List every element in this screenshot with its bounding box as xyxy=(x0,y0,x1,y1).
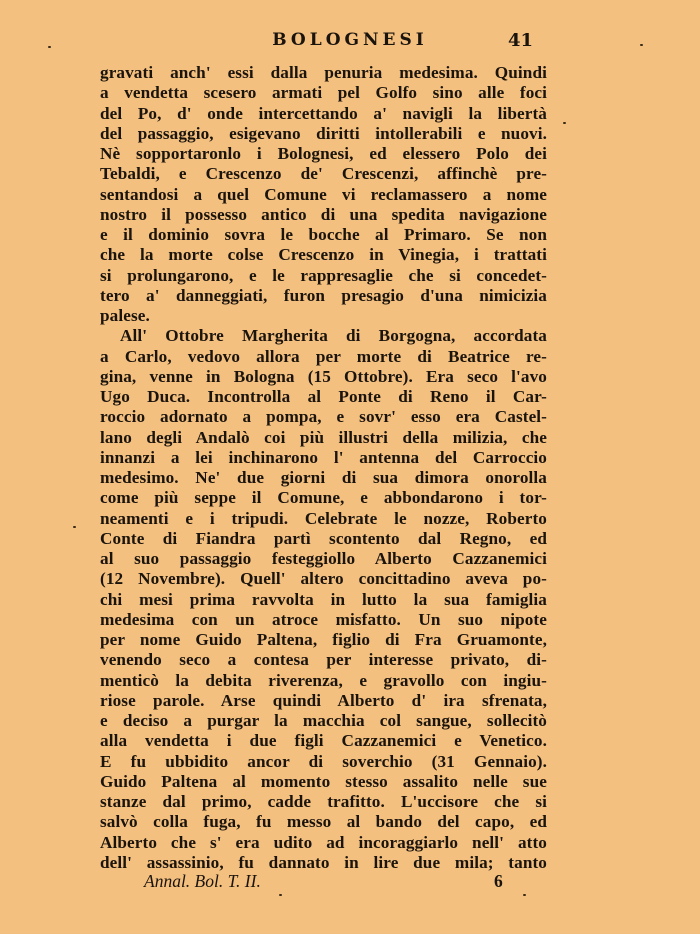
page-footer xyxy=(0,871,700,895)
text-line: e deciso a purgar la macchia col sangue, sollecitò xyxy=(100,711,547,730)
text-line: e il dominio sovra le bocche al Primaro. Se non xyxy=(100,225,547,244)
text-line: sentandosi a quel Comune vi reclamassero a nome xyxy=(100,184,547,204)
text-line: tero a' danneggiati, furon presagio d'una nimicizia xyxy=(100,285,547,305)
text-line: roccio adornato a pompa, e sovr' esso era Castel- xyxy=(100,407,547,427)
text-line: Tebaldi, e Crescenzo de' Crescenzi, affinchè pre- xyxy=(100,164,547,184)
text-line: menticò la debita riverenza, e gravollo con ingiu- xyxy=(100,670,547,690)
signature-number: 6 xyxy=(494,871,503,891)
signature-mark: Annal. Bol. T. II. xyxy=(144,871,261,891)
text-line: Nè sopportaronlo i Bolognesi, ed elessero Polo dei xyxy=(100,144,547,163)
text-line: Ugo Duca. Incontrolla al Ponte di Reno il Car- xyxy=(100,387,547,406)
print-speck xyxy=(73,526,76,528)
running-head xyxy=(0,28,700,54)
text-line: venendo seco a contesa per interesse privato, di- xyxy=(100,650,547,670)
text-line: per nome Guido Paltena, figlio di Fra Gruamonte, xyxy=(100,630,547,649)
running-title: BOLOGNESI xyxy=(272,30,428,50)
print-speck xyxy=(279,894,282,896)
text-line: (12 Novembre). Quell' altero concittadino aveva po- xyxy=(100,569,547,589)
text-line: alla vendetta i due figli Cazzanemici e Venetico. xyxy=(100,731,547,751)
print-speck xyxy=(563,122,566,124)
text-line: a Carlo, vedovo allora per morte di Beatrice re- xyxy=(100,346,547,366)
text-line: al suo passaggio festeggiollo Alberto Cazzanemici xyxy=(100,549,547,568)
text-line: salvò colla fuga, fu messo al bando del capo, ed xyxy=(100,812,547,832)
text-line: medesimo. Ne' due giorni di sua dimora onorolla xyxy=(100,468,547,487)
text-line: riose parole. Arse quindi Alberto d' ira sfrenata, xyxy=(100,690,547,710)
text-line: si prolungarono, e le rappresaglie che si concedet- xyxy=(100,265,547,285)
text-line: neamenti e i tripudi. Celebrate le nozze, Roberto xyxy=(100,508,547,528)
text-line: Alberto che s' era udito ad incoraggiarlo nell' atto xyxy=(100,832,547,852)
print-speck xyxy=(48,46,51,48)
text-line: come più seppe il Comune, e abbondarono i tor- xyxy=(100,488,547,508)
text-line: chi mesi prima ravvolta in lutto la sua famiglia xyxy=(100,589,547,609)
text-line: Conte di Fiandra partì scontento dal Regno, ed xyxy=(100,528,547,548)
text-line: gravati anch' essi dalla penuria medesima. Quindi xyxy=(100,63,547,82)
text-line: del passaggio, esigevano diritti intollerabili e nuovi. xyxy=(100,123,547,143)
text-line: E fu ubbidito ancor di soverchio (31 Gennaio). xyxy=(100,751,547,771)
text-line: nostro il possesso antico di una spedita navigazione xyxy=(100,204,547,224)
text-line: stanze dal primo, cadde trafitto. L'uccisore che si xyxy=(100,792,547,811)
body-text xyxy=(100,63,547,873)
text-line: medesima con un atroce misfatto. Un suo nipote xyxy=(100,609,547,629)
page-number: 41 xyxy=(508,30,534,51)
text-line: palese. xyxy=(100,306,150,325)
text-line: che la morte colse Crescenzo in Vinegia, i trattati xyxy=(100,245,547,265)
text-line: a vendetta scesero armati pel Golfo sino alle foci xyxy=(100,83,547,103)
text-line: gina, venne in Bologna (15 Ottobre). Era seco l'avo xyxy=(100,366,547,386)
paragraph-start-line: All' Ottobre Margherita di Borgogna, accordata xyxy=(120,326,547,346)
print-speck xyxy=(523,894,526,896)
text-line: del Po, d' onde intercettando a' navigli la libertà xyxy=(100,103,547,123)
text-line: dell' assassinio, fu dannato in lire due mila; tanto xyxy=(100,852,547,872)
print-speck xyxy=(640,44,643,46)
text-line: Guido Paltena al momento stesso assalito nelle sue xyxy=(100,771,547,791)
text-line: innanzi a lei inchinarono l' antenna del Carroccio xyxy=(100,447,547,467)
text-line: lano degli Andalò coi più illustri della milizia, che xyxy=(100,427,547,447)
